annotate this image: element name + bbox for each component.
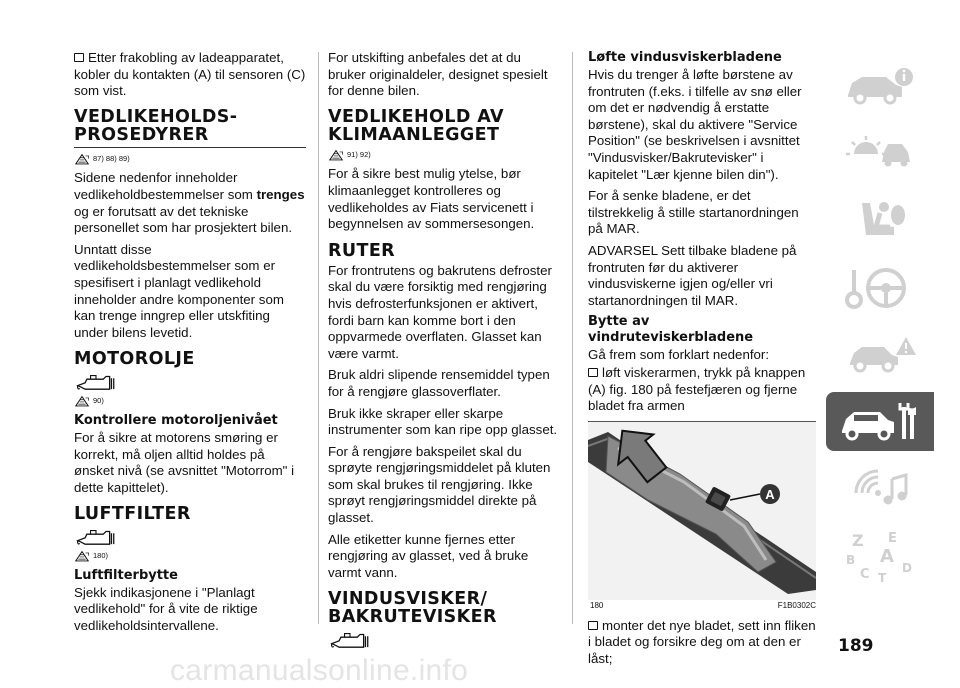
tab-media-music[interactable] [826, 459, 934, 518]
tab-key-steering[interactable] [826, 258, 934, 317]
tab-alphabet-index[interactable] [826, 526, 934, 585]
paragraph-procedure-intro: Gå frem som forklart nedenfor: [588, 347, 770, 363]
index-letter: T [878, 570, 887, 584]
warning-references: 91) 92) [328, 147, 562, 164]
media-music-icon [840, 465, 920, 513]
paragraph-climate: For å sikre best mulig ytelse, bør klimaanlegget kontrolleres og vedlikeholdes av Fiats servicenett i begynnelsen av sommersesongen. [328, 166, 535, 232]
paragraph-exceptions: Unntatt disse vedlikeholdsbestemmelser som er spesifisert i planlagt vedlikehold inneholder andre komponenter som kan trenge inngrep eller utskfiting under bilens levetid. [74, 241, 284, 340]
heading-ruter: RUTER [328, 240, 396, 261]
index-letter: B [846, 552, 856, 567]
paragraph-original-parts: For utskifting anbefales det at du bruker originaldeler, designet spesielt for denne bilen. [328, 50, 548, 99]
intro-paragraph: Etter frakobling av ladeapparatet, kobler du kontakten (A) til sensoren (C) som vist. [74, 50, 306, 99]
warning-references: 87) 88) 89) [74, 151, 306, 168]
heading-luftfilter: LUFTFILTER [74, 504, 191, 525]
paragraph-mirror: For å rengjøre bakspeilet skal du sprøyte rengjøringsmiddelet på kluten som skal brukes til rengjøring. Ikke sprøyt rengjøringsmiddel direkte på glasset. [328, 443, 551, 526]
paragraph-oil-level: For å sikre at motorens smøring er korrekt, må oljen alltid holdes på ønsket nivå (se avsnittet "Motorrom" i dette kapittelet). [74, 429, 295, 495]
key-steering-icon [840, 264, 920, 312]
checkbox-bullet-icon [588, 368, 598, 377]
paragraph-abrasive: Bruk aldri slipende rensemiddel typen for å rengjøre glassoverflater. [328, 367, 550, 399]
warning-triangle-icon [74, 395, 90, 408]
index-letter: C [860, 566, 870, 582]
index-letter: E [888, 530, 897, 546]
paragraph-labels: Alle etiketter kunne fjernes etter rengjøring av glasset, ved å bruke varmt vann. [328, 531, 529, 580]
oil-can-icon [76, 526, 116, 546]
index-letter: A [880, 545, 894, 567]
alphabet-index-icon [840, 528, 920, 584]
column-divider [318, 52, 319, 624]
warning-references: 90) [74, 393, 306, 410]
figure-wiper-blade [588, 421, 816, 611]
column-3 [588, 50, 816, 672]
column-divider [572, 52, 573, 624]
car-service-wrench-icon [838, 399, 922, 445]
index-letter: Z [852, 530, 864, 550]
warning-triangle-icon [74, 550, 90, 563]
dashboard-lights-icon [840, 132, 920, 176]
wiper-blade-illustration [588, 422, 816, 600]
oil-can-icon [76, 371, 116, 391]
heading-motorolje: MOTOROLJE [74, 349, 195, 370]
subheading-bytte-viskerblader: Bytte av vindruteviskerbladene [588, 314, 754, 346]
tab-dashboard-lights[interactable] [826, 124, 934, 183]
tab-car-warning[interactable] [826, 325, 934, 384]
checkbox-bullet-icon [588, 621, 598, 630]
chapter-sidebar [826, 57, 940, 593]
checkbox-bullet-icon [74, 53, 84, 62]
seat-airbag-icon [840, 197, 920, 245]
warning-references: 180) [74, 548, 306, 565]
callout-label-a: A [765, 486, 775, 502]
page-number: 189 [838, 636, 874, 656]
subheading-kontroll-olje: Kontrollere motoroljenivået [74, 412, 278, 428]
figure-number: 180 [590, 601, 604, 611]
car-info-icon [840, 65, 920, 109]
heading-vindusvisker: VINDUSVISKER/ BAKRUTEVISKER [328, 589, 497, 628]
subheading-lofte-viskerblader: Løfte vindusviskerbladene [588, 50, 782, 65]
step-mount-blade: monter det nye bladet, sett inn fliken i bladet og forsikre deg om at den er låst; [588, 617, 816, 666]
column-2 [328, 50, 562, 651]
heading-vedlikeholdsprosedyrer: VEDLIKEHOLDS-PROSEDYRER [74, 108, 306, 148]
car-warning-icon [840, 333, 920, 377]
warning-triangle-icon [74, 153, 90, 166]
paragraph-air-filter: Sjekk indikasjonene i "Planlagt vedlikehold" for å vite de riktige vedlikeholdsintervallene. [74, 584, 258, 634]
index-letter: D [902, 560, 912, 575]
warning-triangle-icon [328, 149, 344, 162]
paragraph-defroster: For frontrutens og bakrutens defroster skal du være forsiktig med rengjøring hvis defrosterfunksjonen er aktivert, fordi barn kan komme bort i den oppvarmede overflaten. Glasset kan være varmt. [328, 262, 552, 361]
paragraph-scrapers: Bruk ikke skraper eller skarpe instrumenter som kan ripe opp glasset. [328, 405, 558, 438]
oil-can-icon [330, 629, 370, 649]
tab-car-info[interactable] [826, 57, 934, 116]
paragraph-advarsel: ADVARSEL Sett tilbake bladene på frontruten før du aktiverer vindusviskerne igjen og/eller vri startanordningen til MAR. [588, 242, 797, 308]
heading-klimaanlegget: VEDLIKEHOLD AV KLIMAANLEGGET [328, 106, 504, 145]
paragraph-procedures: Sidene nedenfor inneholder vedlikeholdbestemmelser som trenges og er forutsatt av det tekniske personellet som har prosjektert bilen. [74, 170, 305, 236]
column-1 [74, 50, 306, 640]
figure-code: F1B0302C [777, 601, 816, 611]
tab-car-service-active[interactable] [826, 392, 934, 451]
watermark: carmanualsonline.info [170, 654, 469, 687]
subheading-luftfilterbytte: Luftfilterbytte [74, 567, 178, 583]
paragraph-lower-blades: For å senke bladene, er det tilstrekkelig å stille startanordningen på MAR. [588, 188, 799, 237]
tab-seat-airbag[interactable] [826, 191, 934, 250]
paragraph-service-position: Hvis du trenger å løfte børstene av frontruten (f.eks. i tilfelle av snø eller om det er nødvendig å erstatte børstene), skal du aktivere "Service Position" (se beskrivelsen i avsnittet "Vindusvisker/Bakrutevisker" i kapitelet "Lær kjenne bilen din"). [588, 67, 802, 182]
step-remove-blade: løft viskerarmen, trykk på knappen (A) fig. 180 på festefjæren og fjerne bladet fra armen [588, 364, 806, 414]
